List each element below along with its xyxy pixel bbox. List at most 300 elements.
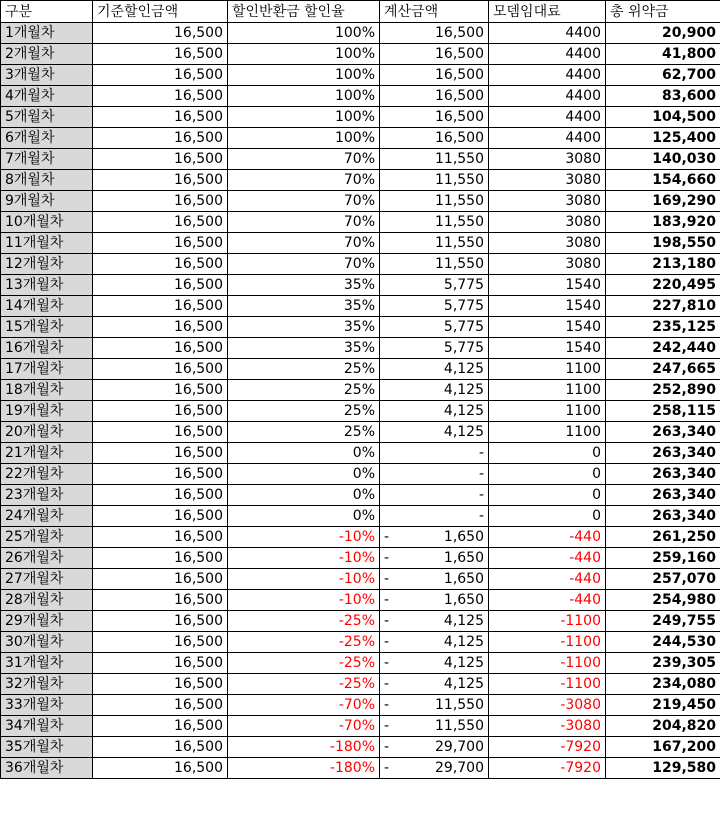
return-rate-cell[interactable]: 25%: [228, 359, 380, 380]
calc-amount-cell[interactable]: [380, 44, 489, 65]
table-row: [1, 590, 720, 611]
calc-amount-value: 5,775: [443, 319, 484, 335]
row-label-cell[interactable]: 25개월차: [1, 527, 93, 548]
table-row: [1, 296, 720, 317]
calc-amount-cell[interactable]: [380, 422, 489, 443]
modem-fee-cell[interactable]: 3080: [489, 212, 606, 233]
table-row: [1, 758, 720, 779]
total-penalty-cell[interactable]: 234,080: [606, 674, 720, 695]
total-penalty-cell[interactable]: 263,340: [606, 422, 720, 443]
base-discount-cell[interactable]: 16,500: [93, 254, 228, 275]
return-rate-cell[interactable]: 0%: [228, 464, 380, 485]
row-label-cell[interactable]: 14개월차: [1, 296, 93, 317]
row-label-cell[interactable]: 30개월차: [1, 632, 93, 653]
row-label-cell[interactable]: 35개월차: [1, 737, 93, 758]
total-penalty-cell[interactable]: 247,665: [606, 359, 720, 380]
row-label-cell[interactable]: 32개월차: [1, 674, 93, 695]
base-discount-cell[interactable]: 16,500: [93, 611, 228, 632]
table-row: [1, 380, 720, 401]
return-rate-cell[interactable]: 25%: [228, 380, 380, 401]
return-rate-cell[interactable]: 35%: [228, 296, 380, 317]
calc-amount-cell[interactable]: [380, 632, 489, 653]
base-discount-cell[interactable]: 16,500: [93, 653, 228, 674]
table-row: [1, 128, 720, 149]
total-penalty-cell[interactable]: 154,660: [606, 170, 720, 191]
calc-negative-sign: -: [384, 550, 390, 566]
row-label-cell[interactable]: 36개월차: [1, 758, 93, 779]
row-label-cell[interactable]: 12개월차: [1, 254, 93, 275]
base-discount-cell[interactable]: 16,500: [93, 506, 228, 527]
return-rate-cell[interactable]: -10%: [228, 527, 380, 548]
base-discount-cell[interactable]: 16,500: [93, 317, 228, 338]
return-rate-cell[interactable]: -70%: [228, 695, 380, 716]
return-rate-cell[interactable]: 100%: [228, 86, 380, 107]
calc-amount-cell[interactable]: [380, 128, 489, 149]
table-row: [1, 527, 720, 548]
table-row: [1, 695, 720, 716]
row-label-cell[interactable]: 28개월차: [1, 590, 93, 611]
modem-fee-cell[interactable]: 3080: [489, 170, 606, 191]
modem-fee-cell[interactable]: 4400: [489, 23, 606, 44]
calc-negative-sign: -: [384, 613, 390, 629]
total-penalty-cell[interactable]: 254,980: [606, 590, 720, 611]
total-penalty-cell[interactable]: 252,890: [606, 380, 720, 401]
base-discount-cell[interactable]: 16,500: [93, 149, 228, 170]
calc-amount-cell[interactable]: [380, 485, 489, 506]
modem-fee-cell[interactable]: 3080: [489, 149, 606, 170]
total-penalty-cell[interactable]: 125,400: [606, 128, 720, 149]
total-penalty-cell[interactable]: 235,125: [606, 317, 720, 338]
calc-amount-cell[interactable]: [380, 569, 489, 590]
base-discount-cell[interactable]: 16,500: [93, 107, 228, 128]
base-discount-cell[interactable]: 16,500: [93, 758, 228, 779]
table-row: [1, 464, 720, 485]
calc-negative-sign: -: [384, 739, 390, 755]
total-penalty-cell[interactable]: 263,340: [606, 485, 720, 506]
calc-amount-value: 4,125: [443, 676, 484, 692]
row-label-cell[interactable]: 2개월차: [1, 44, 93, 65]
modem-fee-cell[interactable]: -1100: [489, 674, 606, 695]
calc-amount-cell[interactable]: [380, 506, 489, 527]
return-rate-cell[interactable]: 70%: [228, 212, 380, 233]
table-row: [1, 674, 720, 695]
modem-fee-cell[interactable]: 1100: [489, 422, 606, 443]
base-discount-cell[interactable]: 16,500: [93, 737, 228, 758]
base-discount-cell[interactable]: 16,500: [93, 527, 228, 548]
base-discount-cell[interactable]: 16,500: [93, 464, 228, 485]
calc-amount-value: 4,125: [443, 382, 484, 398]
row-label-cell[interactable]: 24개월차: [1, 506, 93, 527]
header-total-penalty[interactable]: 총 위약금: [606, 1, 720, 23]
calc-amount-value: 4,125: [443, 361, 484, 377]
row-label-cell[interactable]: 13개월차: [1, 275, 93, 296]
table-row: [1, 149, 720, 170]
calc-amount-cell[interactable]: [380, 149, 489, 170]
modem-fee-cell[interactable]: 4400: [489, 65, 606, 86]
table-row: [1, 485, 720, 506]
modem-fee-cell[interactable]: -440: [489, 569, 606, 590]
calc-amount-cell[interactable]: [380, 611, 489, 632]
total-penalty-cell[interactable]: 263,340: [606, 443, 720, 464]
table-row: [1, 254, 720, 275]
row-label-cell[interactable]: 19개월차: [1, 401, 93, 422]
calc-amount-value: 1,650: [443, 571, 484, 587]
calc-amount-cell[interactable]: [380, 359, 489, 380]
base-discount-cell[interactable]: 16,500: [93, 632, 228, 653]
table-row: [1, 506, 720, 527]
row-label-cell[interactable]: 7개월차: [1, 149, 93, 170]
modem-fee-cell[interactable]: -3080: [489, 716, 606, 737]
row-label-cell[interactable]: 21개월차: [1, 443, 93, 464]
table-row: [1, 401, 720, 422]
calc-amount-value: 11,550: [435, 151, 484, 167]
table-row: [1, 653, 720, 674]
return-rate-cell[interactable]: -25%: [228, 653, 380, 674]
modem-fee-cell[interactable]: 0: [489, 485, 606, 506]
table-row: [1, 422, 720, 443]
modem-fee-cell[interactable]: 1100: [489, 401, 606, 422]
calc-negative-sign: -: [384, 676, 390, 692]
calc-amount-cell[interactable]: [380, 254, 489, 275]
row-label-cell[interactable]: 33개월차: [1, 695, 93, 716]
calc-amount-value: 4,125: [443, 655, 484, 671]
total-penalty-cell[interactable]: 140,030: [606, 149, 720, 170]
modem-fee-cell[interactable]: 0: [489, 464, 606, 485]
row-label-cell[interactable]: 5개월차: [1, 107, 93, 128]
calc-amount-value: 5,775: [443, 277, 484, 293]
total-penalty-cell[interactable]: 239,305: [606, 653, 720, 674]
calc-amount-cell[interactable]: [380, 380, 489, 401]
base-discount-cell[interactable]: 16,500: [93, 548, 228, 569]
return-rate-cell[interactable]: 100%: [228, 44, 380, 65]
calc-amount-cell[interactable]: [380, 233, 489, 254]
table-row: [1, 443, 720, 464]
total-penalty-cell[interactable]: 198,550: [606, 233, 720, 254]
header-calc-amount[interactable]: 계산금액: [380, 1, 489, 23]
modem-fee-cell[interactable]: -1100: [489, 632, 606, 653]
calc-amount-value: 29,700: [435, 760, 484, 776]
calc-amount-value: 4,125: [443, 424, 484, 440]
base-discount-cell[interactable]: 16,500: [93, 23, 228, 44]
table-row: [1, 86, 720, 107]
calc-amount-value: 5,775: [443, 340, 484, 356]
calc-negative-sign: -: [384, 592, 390, 608]
total-penalty-cell[interactable]: 219,450: [606, 695, 720, 716]
row-label-cell[interactable]: 10개월차: [1, 212, 93, 233]
return-rate-cell[interactable]: 100%: [228, 23, 380, 44]
row-label-cell[interactable]: 17개월차: [1, 359, 93, 380]
calc-amount-value: 16,500: [435, 67, 484, 83]
return-rate-cell[interactable]: 70%: [228, 170, 380, 191]
row-label-cell[interactable]: 1개월차: [1, 23, 93, 44]
return-rate-cell[interactable]: -25%: [228, 611, 380, 632]
calc-amount-value: -: [478, 466, 484, 482]
calc-negative-sign: -: [384, 634, 390, 650]
base-discount-cell[interactable]: 16,500: [93, 359, 228, 380]
row-label-cell[interactable]: 18개월차: [1, 380, 93, 401]
total-penalty-cell[interactable]: 20,900: [606, 23, 720, 44]
calc-amount-value: 11,550: [435, 256, 484, 272]
table-row: [1, 359, 720, 380]
calc-amount-cell[interactable]: [380, 737, 489, 758]
return-rate-cell[interactable]: -25%: [228, 632, 380, 653]
total-penalty-cell[interactable]: 258,115: [606, 401, 720, 422]
modem-fee-cell[interactable]: 4400: [489, 128, 606, 149]
row-label-cell[interactable]: 9개월차: [1, 191, 93, 212]
return-rate-cell[interactable]: 70%: [228, 233, 380, 254]
total-penalty-cell[interactable]: 227,810: [606, 296, 720, 317]
table-row: [1, 737, 720, 758]
modem-fee-cell[interactable]: -7920: [489, 737, 606, 758]
calc-amount-value: -: [478, 487, 484, 503]
base-discount-cell[interactable]: 16,500: [93, 695, 228, 716]
base-discount-cell[interactable]: 16,500: [93, 422, 228, 443]
base-discount-cell[interactable]: 16,500: [93, 65, 228, 86]
calc-amount-value: 11,550: [435, 193, 484, 209]
calc-amount-cell[interactable]: [380, 401, 489, 422]
modem-fee-cell[interactable]: -440: [489, 548, 606, 569]
calc-amount-cell[interactable]: [380, 548, 489, 569]
total-penalty-cell[interactable]: 242,440: [606, 338, 720, 359]
modem-fee-cell[interactable]: 3080: [489, 254, 606, 275]
base-discount-cell[interactable]: 16,500: [93, 401, 228, 422]
return-rate-cell[interactable]: 25%: [228, 422, 380, 443]
modem-fee-cell[interactable]: -7920: [489, 758, 606, 779]
base-discount-cell[interactable]: 16,500: [93, 233, 228, 254]
header-base-discount[interactable]: 기준할인금액: [93, 1, 228, 23]
modem-fee-cell[interactable]: -1100: [489, 653, 606, 674]
base-discount-cell[interactable]: 16,500: [93, 485, 228, 506]
row-label-cell[interactable]: 11개월차: [1, 233, 93, 254]
modem-fee-cell[interactable]: 1540: [489, 296, 606, 317]
modem-fee-cell[interactable]: -3080: [489, 695, 606, 716]
header-category[interactable]: 구분: [1, 1, 93, 23]
calc-amount-cell[interactable]: [380, 275, 489, 296]
calc-amount-value: 1,650: [443, 529, 484, 545]
calc-amount-value: 11,550: [435, 172, 484, 188]
modem-fee-cell[interactable]: 3080: [489, 233, 606, 254]
modem-fee-cell[interactable]: 4400: [489, 44, 606, 65]
header-return-rate[interactable]: 할인반환금 할인율: [228, 1, 380, 23]
base-discount-cell[interactable]: 16,500: [93, 212, 228, 233]
table-row: [1, 65, 720, 86]
modem-fee-cell[interactable]: 1540: [489, 317, 606, 338]
return-rate-cell[interactable]: 70%: [228, 254, 380, 275]
row-label-cell[interactable]: 23개월차: [1, 485, 93, 506]
table-row: [1, 569, 720, 590]
total-penalty-cell[interactable]: 259,160: [606, 548, 720, 569]
calc-negative-sign: -: [384, 529, 390, 545]
total-penalty-cell[interactable]: 204,820: [606, 716, 720, 737]
total-penalty-cell[interactable]: 183,920: [606, 212, 720, 233]
base-discount-cell[interactable]: 16,500: [93, 590, 228, 611]
modem-fee-cell[interactable]: -1100: [489, 611, 606, 632]
return-rate-cell[interactable]: -10%: [228, 548, 380, 569]
calc-negative-sign: -: [384, 655, 390, 671]
calc-amount-value: 16,500: [435, 25, 484, 41]
table-row: [1, 632, 720, 653]
modem-fee-cell[interactable]: 1100: [489, 359, 606, 380]
return-rate-cell[interactable]: 35%: [228, 317, 380, 338]
calc-amount-cell[interactable]: [380, 296, 489, 317]
total-penalty-cell[interactable]: 263,340: [606, 464, 720, 485]
row-label-cell[interactable]: 34개월차: [1, 716, 93, 737]
header-row: [1, 1, 720, 23]
table-row: [1, 548, 720, 569]
return-rate-cell[interactable]: -10%: [228, 569, 380, 590]
return-rate-cell[interactable]: 35%: [228, 275, 380, 296]
calc-amount-cell[interactable]: [380, 86, 489, 107]
total-penalty-cell[interactable]: 167,200: [606, 737, 720, 758]
table-row: [1, 317, 720, 338]
base-discount-cell[interactable]: 16,500: [93, 86, 228, 107]
calc-amount-cell[interactable]: [380, 338, 489, 359]
base-discount-cell[interactable]: 16,500: [93, 338, 228, 359]
base-discount-cell[interactable]: 16,500: [93, 170, 228, 191]
total-penalty-cell[interactable]: 249,755: [606, 611, 720, 632]
calc-amount-cell[interactable]: [380, 443, 489, 464]
base-discount-cell[interactable]: 16,500: [93, 296, 228, 317]
table-row: [1, 338, 720, 359]
calc-amount-value: 29,700: [435, 739, 484, 755]
calc-amount-value: -: [478, 508, 484, 524]
modem-fee-cell[interactable]: 1540: [489, 275, 606, 296]
total-penalty-cell[interactable]: 213,180: [606, 254, 720, 275]
calc-amount-cell[interactable]: [380, 107, 489, 128]
calc-amount-value: 16,500: [435, 88, 484, 104]
return-rate-cell[interactable]: 0%: [228, 443, 380, 464]
modem-fee-cell[interactable]: 1540: [489, 338, 606, 359]
calc-amount-value: 1,650: [443, 592, 484, 608]
calc-amount-cell[interactable]: [380, 674, 489, 695]
calc-amount-cell[interactable]: [380, 464, 489, 485]
return-rate-cell[interactable]: -10%: [228, 590, 380, 611]
base-discount-cell[interactable]: 16,500: [93, 674, 228, 695]
modem-fee-cell[interactable]: 3080: [489, 191, 606, 212]
base-discount-cell[interactable]: 16,500: [93, 44, 228, 65]
calc-amount-cell[interactable]: [380, 317, 489, 338]
calc-amount-value: 11,550: [435, 718, 484, 734]
row-label-cell[interactable]: 29개월차: [1, 611, 93, 632]
modem-fee-cell[interactable]: 0: [489, 506, 606, 527]
base-discount-cell[interactable]: 16,500: [93, 569, 228, 590]
row-label-cell[interactable]: 22개월차: [1, 464, 93, 485]
table-row: [1, 107, 720, 128]
total-penalty-cell[interactable]: 83,600: [606, 86, 720, 107]
calc-amount-value: 5,775: [443, 298, 484, 314]
total-penalty-cell[interactable]: 220,495: [606, 275, 720, 296]
return-rate-cell[interactable]: -70%: [228, 716, 380, 737]
calc-amount-cell[interactable]: [380, 716, 489, 737]
calc-amount-value: 4,125: [443, 403, 484, 419]
modem-fee-cell[interactable]: -440: [489, 590, 606, 611]
table-row: [1, 170, 720, 191]
calc-amount-cell[interactable]: [380, 23, 489, 44]
base-discount-cell[interactable]: 16,500: [93, 275, 228, 296]
return-rate-cell[interactable]: 25%: [228, 401, 380, 422]
return-rate-cell[interactable]: -180%: [228, 737, 380, 758]
return-rate-cell[interactable]: 70%: [228, 191, 380, 212]
modem-fee-cell[interactable]: 4400: [489, 107, 606, 128]
row-label-cell[interactable]: 16개월차: [1, 338, 93, 359]
return-rate-cell[interactable]: -180%: [228, 758, 380, 779]
header-modem-fee[interactable]: 모뎀임대료: [489, 1, 606, 23]
total-penalty-cell[interactable]: 62,700: [606, 65, 720, 86]
base-discount-cell[interactable]: 16,500: [93, 191, 228, 212]
calc-amount-cell[interactable]: [380, 170, 489, 191]
total-penalty-cell[interactable]: 169,290: [606, 191, 720, 212]
table-row: [1, 275, 720, 296]
return-rate-cell[interactable]: 0%: [228, 485, 380, 506]
return-rate-cell[interactable]: -25%: [228, 674, 380, 695]
calc-amount-cell[interactable]: [380, 758, 489, 779]
return-rate-cell[interactable]: 100%: [228, 128, 380, 149]
calc-amount-value: 11,550: [435, 214, 484, 230]
table-row: [1, 23, 720, 44]
table-body: [1, 23, 720, 779]
total-penalty-cell[interactable]: 104,500: [606, 107, 720, 128]
row-label-cell[interactable]: 4개월차: [1, 86, 93, 107]
return-rate-cell[interactable]: 100%: [228, 107, 380, 128]
calc-amount-cell[interactable]: [380, 65, 489, 86]
base-discount-cell[interactable]: 16,500: [93, 380, 228, 401]
calc-amount-cell[interactable]: [380, 653, 489, 674]
modem-fee-cell[interactable]: -440: [489, 527, 606, 548]
calc-negative-sign: -: [384, 760, 390, 776]
modem-fee-cell[interactable]: 0: [489, 443, 606, 464]
row-label-cell[interactable]: 27개월차: [1, 569, 93, 590]
modem-fee-cell[interactable]: 1100: [489, 380, 606, 401]
base-discount-cell[interactable]: 16,500: [93, 716, 228, 737]
table-row: [1, 212, 720, 233]
row-label-cell[interactable]: 6개월차: [1, 128, 93, 149]
return-rate-cell[interactable]: 0%: [228, 506, 380, 527]
calc-amount-value: 4,125: [443, 634, 484, 650]
row-label-cell[interactable]: 3개월차: [1, 65, 93, 86]
calc-amount-cell[interactable]: [380, 212, 489, 233]
row-label-cell[interactable]: 15개월차: [1, 317, 93, 338]
total-penalty-cell[interactable]: 41,800: [606, 44, 720, 65]
total-penalty-cell[interactable]: 257,070: [606, 569, 720, 590]
total-penalty-cell[interactable]: 261,250: [606, 527, 720, 548]
table-row: [1, 44, 720, 65]
row-label-cell[interactable]: 31개월차: [1, 653, 93, 674]
total-penalty-cell[interactable]: 263,340: [606, 506, 720, 527]
table-row: [1, 233, 720, 254]
table-row: [1, 611, 720, 632]
return-rate-cell[interactable]: 100%: [228, 65, 380, 86]
calc-amount-value: 11,550: [435, 697, 484, 713]
calc-amount-value: 16,500: [435, 109, 484, 125]
calc-amount-cell[interactable]: [380, 695, 489, 716]
calc-amount-cell[interactable]: [380, 191, 489, 212]
base-discount-cell[interactable]: 16,500: [93, 128, 228, 149]
row-label-cell[interactable]: 8개월차: [1, 170, 93, 191]
row-label-cell[interactable]: 20개월차: [1, 422, 93, 443]
calc-amount-cell[interactable]: [380, 527, 489, 548]
return-rate-cell[interactable]: 70%: [228, 149, 380, 170]
table-row: [1, 191, 720, 212]
total-penalty-cell[interactable]: 129,580: [606, 758, 720, 779]
calc-negative-sign: -: [384, 697, 390, 713]
modem-fee-cell[interactable]: 4400: [489, 86, 606, 107]
row-label-cell[interactable]: 26개월차: [1, 548, 93, 569]
total-penalty-cell[interactable]: 244,530: [606, 632, 720, 653]
base-discount-cell[interactable]: 16,500: [93, 443, 228, 464]
return-rate-cell[interactable]: 35%: [228, 338, 380, 359]
calc-amount-value: 4,125: [443, 613, 484, 629]
calc-amount-cell[interactable]: [380, 590, 489, 611]
